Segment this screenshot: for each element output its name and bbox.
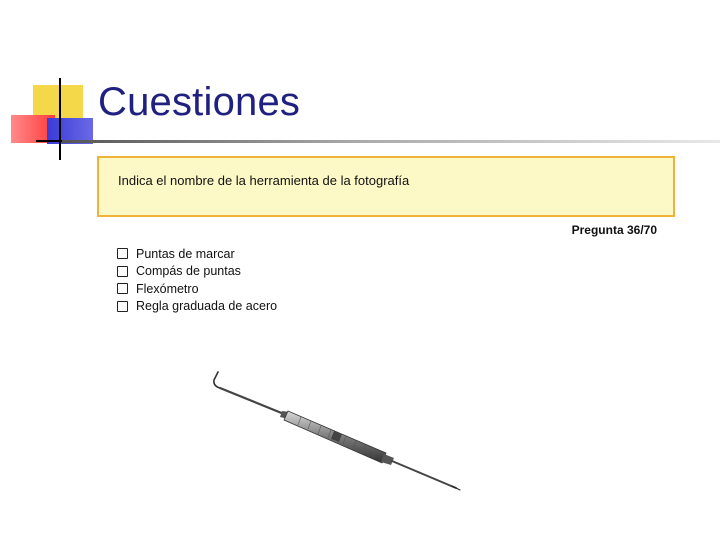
question-box [97, 156, 675, 217]
slide-title: Cuestiones [98, 80, 301, 124]
answer-option-label: Flexómetro [136, 281, 199, 296]
answer-option-label: Puntas de marcar [136, 246, 235, 261]
title-divider [62, 140, 720, 143]
question-counter: Pregunta 36/70 [571, 223, 657, 237]
checkbox-icon[interactable] [117, 301, 128, 312]
answer-option[interactable] [117, 245, 277, 263]
logo-vertical-line [59, 78, 61, 160]
scriber-tool-image [206, 366, 466, 506]
question-text: Indica el nombre de la herramienta de la fotografía [118, 173, 410, 188]
checkbox-icon[interactable] [117, 283, 128, 294]
checkbox-icon[interactable] [117, 248, 128, 259]
answer-option-label: Compás de puntas [136, 264, 241, 279]
checkbox-icon[interactable] [117, 266, 128, 277]
quiz-screenshot [96, 154, 678, 510]
answer-option-label: Regla graduada de acero [136, 299, 278, 314]
answer-option[interactable] [117, 280, 277, 298]
answer-options [117, 245, 277, 315]
answer-option[interactable] [117, 263, 277, 281]
answer-option[interactable] [117, 298, 277, 316]
